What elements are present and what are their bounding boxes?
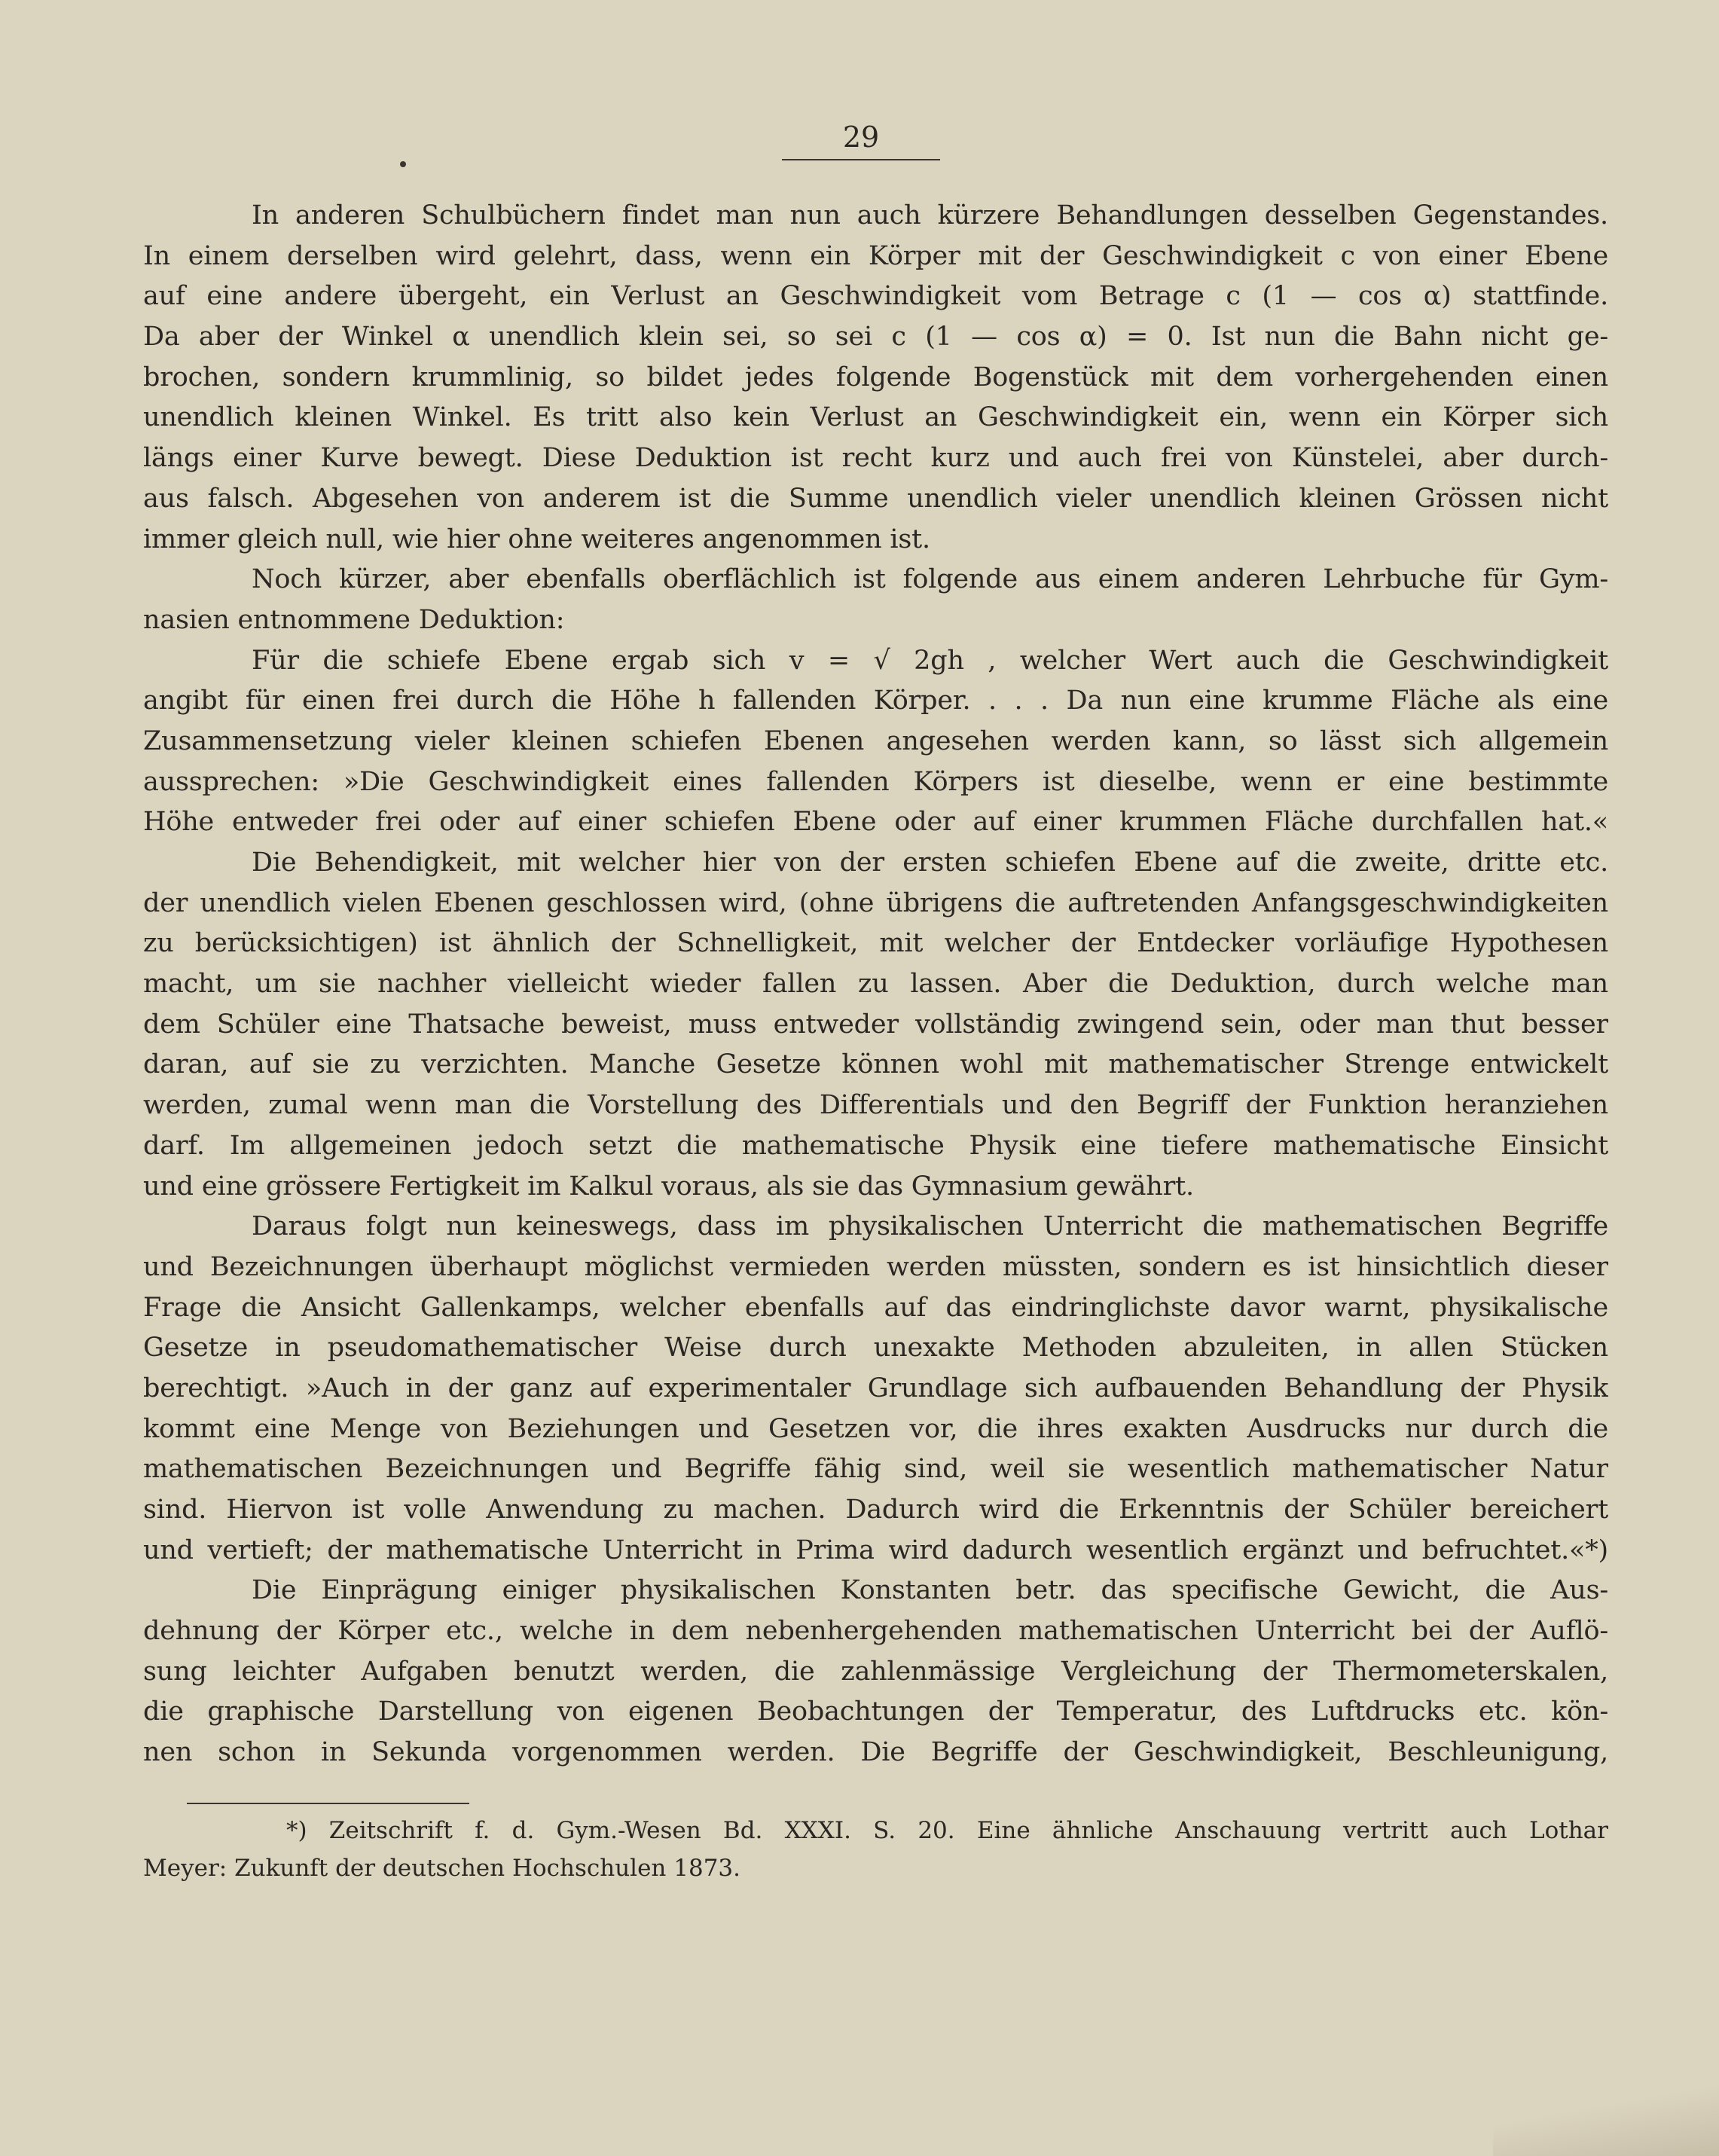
header-rule [782,159,940,160]
footnote-line: *) Zeitschrift f. d. Gym.-Wesen Bd. XXXI. S. 20. Eine ähnliche Anschauung vertritt auch Lothar [286,1817,1608,1844]
text-line: angibt für einen frei durch die Höhe h fallenden Körper. . . . Da nun eine krumme Fläche als eine [143,686,1608,716]
text-line: macht, um sie nachher vielleicht wieder fallen zu lassen. Aber die Deduktion, durch welche man [143,969,1608,1000]
text-line: dehnung der Körper etc., welche in dem nebenhergehenden mathematischen Unterricht bei der Auflö- [143,1616,1608,1647]
page-number: 29 [842,121,880,154]
text-line: Da aber der Winkel α unendlich klein sei, so sei c (1 — cos α) = 0. Ist nun die Bahn nicht ge- [143,322,1608,353]
text-line: Die Einprägung einiger physikalischen Konstanten betr. das specifische Gewicht, die Aus- [252,1575,1608,1606]
text-line: brochen, sondern krummlinig, so bildet jedes folgende Bogenstück mit dem vorhergehenden einen [143,362,1608,392]
text-line: sind. Hiervon ist volle Anwendung zu machen. Dadurch wird die Erkenntnis der Schüler bereichert [143,1495,1608,1525]
text-line: daran, auf sie zu verzichten. Manche Gesetze können wohl mit mathematischer Strenge entwickelt [143,1049,1608,1080]
text-line: nen schon in Sekunda vorgenommen werden. Die Begriffe der Geschwindigkeit, Beschleunigung, [143,1737,1608,1768]
text-line: In anderen Schulbüchern findet man nun auch kürzere Behandlungen desselben Gegenstandes. [252,200,1608,231]
text-line: nasien entnommene Deduktion: [143,604,565,635]
text-line: Höhe entweder frei oder auf einer schiefen Ebene oder auf einer krummen Fläche durchfallen hat.« [143,807,1608,838]
text-line: darf. Im allgemeinen jedoch setzt die mathematische Physik eine tiefere mathematische Einsicht [143,1130,1608,1161]
text-line: der unendlich vielen Ebenen geschlossen wird, (ohne übrigens die auftretenden Anfangsgeschwindigkeiten [143,887,1608,918]
text-line: sung leichter Aufgaben benutzt werden, die zahlenmässige Vergleichung der Thermometerskalen, [143,1656,1608,1687]
footnote [143,1812,1608,1887]
page-edge-shadow [1493,2066,1719,2156]
text-line: dem Schüler eine Thatsache beweist, muss entweder vollständig zwingend sein, oder man thut besser [143,1009,1608,1040]
body-text [143,196,1608,1767]
text-line: immer gleich null, wie hier ohne weiteres angenommen ist. [143,524,930,554]
text-line: Noch kürzer, aber ebenfalls oberflächlich ist folgende aus einem anderen Lehrbuche für Gym- [252,564,1608,595]
text-line: werden, zumal wenn man die Vorstellung des Differentials und den Begriff der Funktion heranziehen [143,1090,1608,1121]
text-line: Frage die Ansicht Gallenkamps, welcher ebenfalls auf das eindringlichste davor warnt, physikalische [143,1292,1608,1323]
text-line: Gesetze in pseudomathematischer Weise durch unexakte Methoden abzuleiten, in allen Stücken [143,1333,1608,1364]
text-line: mathematischen Bezeichnungen und Begriffe fähig sind, weil sie wesentlich mathematischer Natur [143,1454,1608,1485]
text-line: die graphische Darstellung von eigenen Beobachtungen der Temperatur, des Luftdrucks etc. kön- [143,1696,1608,1727]
text-line: unendlich kleinen Winkel. Es tritt also kein Verlust an Geschwindigkeit ein, wenn ein Körper sich [143,402,1608,433]
text-line: Die Behendigkeit, mit welcher hier von der ersten schiefen Ebene auf die zweite, dritte etc. [252,847,1608,878]
text-line: und eine grössere Fertigkeit im Kalkul voraus, als sie das Gymnasium gewährt. [143,1171,1194,1202]
text-line: Für die schiefe Ebene ergab sich v = √ 2gh , welcher Wert auch die Geschwindigkeit [252,645,1608,676]
text-line: berechtigt. »Auch in der ganz auf experimentaler Grundlage sich aufbauenden Behandlung der Physik [143,1373,1608,1403]
text-line: Daraus folgt nun keineswegs, dass im physikalischen Unterricht die mathematischen Begriffe [252,1211,1608,1242]
print-speck [400,161,406,167]
footnote-line: Meyer: Zukunft der deutschen Hochschulen 1873. [143,1855,740,1882]
text-line: und Bezeichnungen überhaupt möglichst vermieden werden müssten, sondern es ist hinsichtlich dieser [143,1251,1608,1282]
footnote-rule [187,1803,469,1804]
text-line: zu berücksichtigen) ist ähnlich der Schnelligkeit, mit welcher der Entdecker vorläufige Hypothesen [143,928,1608,959]
text-line: kommt eine Menge von Beziehungen und Gesetzen vor, die ihres exakten Ausdrucks nur durch die [143,1413,1608,1444]
text-line: längs einer Kurve bewegt. Diese Deduktion ist recht kurz und auch frei von Künstelei, aber durch- [143,443,1608,474]
text-line: aussprechen: »Die Geschwindigkeit eines fallenden Körpers ist dieselbe, wenn er eine bestimmte [143,766,1608,797]
text-line: auf eine andere übergeht, ein Verlust an Geschwindigkeit vom Betrage c (1 — cos α) stattfinde. [143,281,1608,312]
text-line: In einem derselben wird gelehrt, dass, wenn ein Körper mit der Geschwindigkeit c von einer Ebene [143,240,1608,271]
text-line: aus falsch. Abgesehen von anderem ist die Summe unendlich vieler unendlich kleinen Grössen nicht [143,483,1608,514]
text-line: Zusammensetzung vieler kleinen schiefen Ebenen angesehen werden kann, so lässt sich allgemein [143,725,1608,756]
text-line: und vertieft; der mathematische Unterricht in Prima wird dadurch wesentlich ergänzt und befruchtet.«*) [143,1535,1608,1565]
